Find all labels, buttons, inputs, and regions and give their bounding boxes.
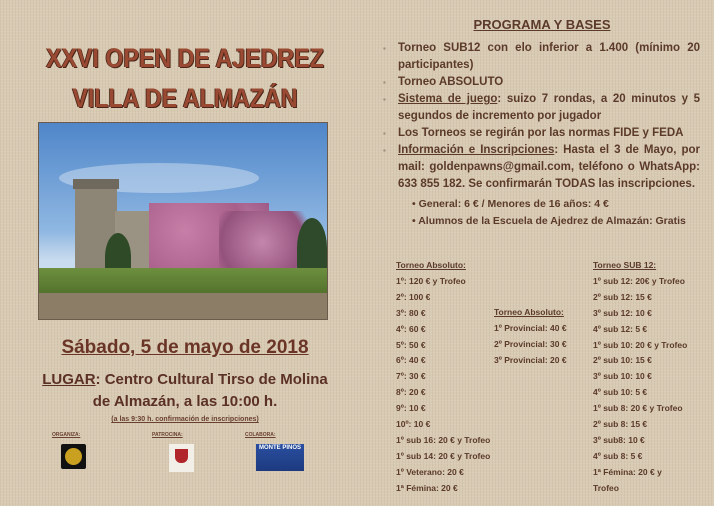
prize-item: 1º Provincial: 40 €	[494, 322, 567, 333]
prize-item: 1º sub 14: 20 € y Trofeo	[396, 450, 491, 461]
programa-title: PROGRAMA Y BASES	[473, 17, 611, 32]
fee-alumnos: • Alumnos de la Escuela de Ajedrez de Almazán: Gratis	[412, 215, 686, 227]
prize-item: 1º sub 16: 20 € y Trofeo	[396, 434, 491, 445]
prize-item: 1º sub 10: 20 € y Trofeo	[593, 339, 688, 350]
bullet-sub12: ▪ Torneo SUB12 con elo inferior a 1.400 (mínimo 20 participantes)	[383, 42, 700, 71]
prizes-sub12	[593, 258, 687, 497]
prize-header: Torneo Absoluto:	[494, 307, 564, 317]
prize-item: 8º: 20 €	[396, 387, 426, 398]
prize-item: 7º: 30 €	[396, 371, 426, 382]
venue-line1	[0, 371, 370, 389]
prize-item: 1º sub 8: 20 € y Trofeo	[593, 403, 683, 414]
colabora-label: COLABORA:	[245, 432, 276, 438]
venue-note: (a las 9:30 h. confirmación de inscripciones)	[111, 416, 259, 423]
prizes-absoluto	[396, 258, 490, 497]
bullet-normas: ▪ Los Torneos se regirán por las normas FIDE y FEDA	[383, 127, 684, 139]
castle-photo	[38, 122, 328, 320]
monte-pinos-logo: MONTE PINOS	[256, 444, 304, 471]
prize-item: 3º Provincial: 20 €	[494, 354, 567, 365]
prize-item: 4º sub 8: 5 €	[593, 450, 643, 461]
prize-item: 4º sub 12: 5 €	[593, 323, 648, 334]
organiza-label: ORGANIZA:	[52, 432, 81, 438]
prize-item: 1º Veterano: 20 €	[396, 466, 464, 477]
sponsor-crest-logo	[169, 444, 194, 472]
event-date: Sábado, 5 de mayo de 2018	[61, 337, 309, 358]
prize-item: 3º sub8: 10 €	[593, 434, 645, 445]
prize-item: 2º sub 8: 15 €	[593, 419, 648, 430]
prize-item: 1º: 120 € y Trofeo	[396, 275, 466, 286]
prize-item: 5º: 50 €	[396, 339, 426, 350]
prize-header: Torneo Absoluto:	[396, 260, 466, 270]
prize-item: 3º sub 10: 10 €	[593, 371, 652, 382]
prize-item: 2º sub 12: 15 €	[593, 291, 652, 302]
prize-item: 2º: 100 €	[396, 291, 431, 302]
prize-item: 1º sub 12: 20€ y Trofeo	[593, 275, 685, 286]
patrocina-label: PATROCINA:	[152, 432, 183, 438]
prize-item: 9º: 10 €	[396, 403, 426, 414]
venue-text: : Centro Cultural Tirso de Molina	[95, 371, 328, 388]
prize-item: 3º sub 12: 10 €	[593, 307, 652, 318]
programa-list	[383, 40, 700, 230]
bullet-inscripciones: ▪ Información e Inscripciones: Hasta el 3 de Mayo, por mail: goldenpawns@gmail.com, teléfono o WhatsApp: 633 855 182. Se confirmarán TODAS las inscripciones.	[383, 144, 700, 190]
prize-item: 2º Provincial: 30 €	[494, 338, 567, 349]
prize-item: Trofeo	[593, 482, 619, 493]
prize-header: Torneo SUB 12:	[593, 260, 657, 270]
prizes-provincial	[494, 305, 567, 369]
prize-item: 3º: 80 €	[396, 307, 426, 318]
prize-item: 1ª Fémina: 20 €	[396, 482, 458, 493]
poster-title-line1: XXVI OPEN DE AJEDREZ	[46, 43, 324, 73]
poster-title-line2: VILLA DE ALMAZÁN	[72, 83, 298, 113]
prize-item: 6º: 40 €	[396, 355, 426, 366]
prize-item: 4º: 60 €	[396, 323, 426, 334]
venue-line2: de Almazán, a las 10:00 h.	[92, 393, 278, 410]
prize-item: 1ª Fémina: 20 € y	[593, 466, 662, 477]
organizer-logo	[61, 444, 86, 469]
prize-item: 2º sub 10: 15 €	[593, 355, 652, 366]
bullet-sistema: ▪ Sistema de juego: suizo 7 rondas, a 20 minutos y 5 segundos de incremento por jugador	[383, 93, 700, 122]
fee-general: • General: 6 € / Menores de 16 años: 4 €	[412, 198, 609, 210]
prize-item: 10º: 10 €	[396, 419, 431, 430]
prize-item: 4º sub 10: 5 €	[593, 387, 648, 398]
venue-label: LUGAR	[42, 371, 96, 388]
bullet-absoluto: ▪ Torneo ABSOLUTO	[383, 76, 504, 88]
